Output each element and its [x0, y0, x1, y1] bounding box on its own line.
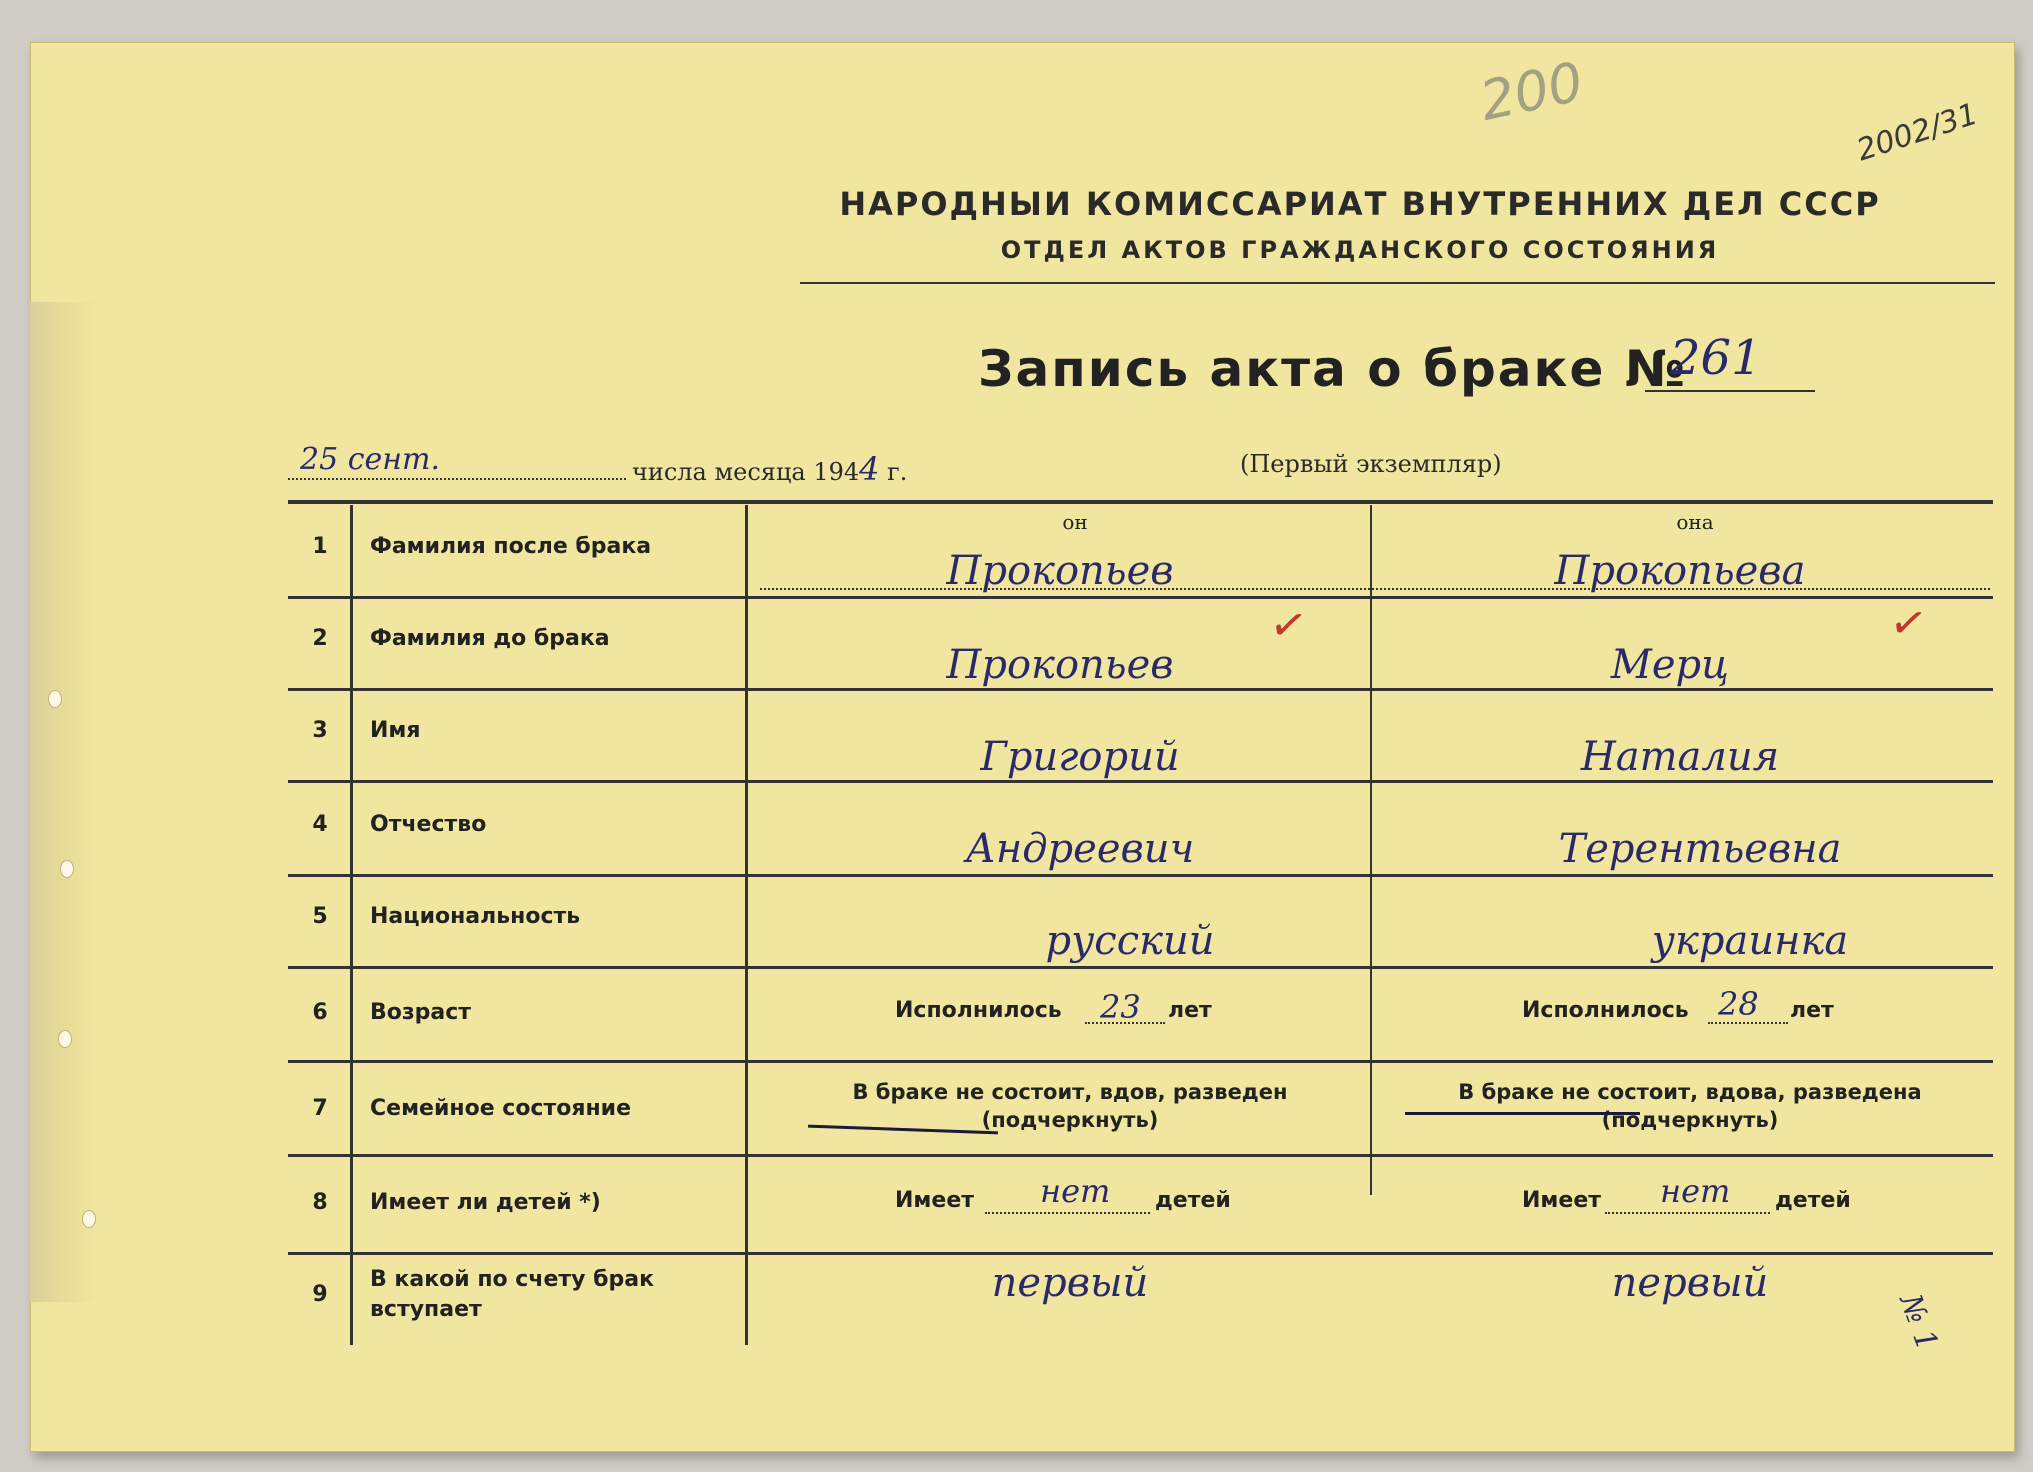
date-label: числа месяца 1944 г. — [632, 450, 908, 488]
department-header: ОТДЕЛ АКТОВ ГРАЖДАНСКОГО СОСТОЯНИЯ — [1000, 236, 1720, 264]
pencil-corner-number: 2002/31 — [1852, 96, 1982, 169]
row-label-surname-before: Фамилия до брака — [370, 626, 610, 651]
row-divider — [288, 1060, 1993, 1063]
he-children-suffix: детей — [1155, 1188, 1231, 1213]
marriage-count-line2: вступает — [370, 1297, 482, 1322]
row-label-first-name: Имя — [370, 718, 421, 743]
row-divider — [288, 966, 1993, 969]
row-label-age: Возраст — [370, 1000, 472, 1025]
he-she-column-divider — [1370, 505, 1372, 1195]
she-patronymic: Терентьевна — [1558, 826, 1842, 872]
row-number: 9 — [312, 1282, 328, 1307]
she-children-suffix: детей — [1775, 1188, 1851, 1213]
red-check-mark-icon: ✓ — [1265, 597, 1312, 654]
row-divider — [288, 1154, 1993, 1157]
binder-hole — [60, 860, 74, 878]
he-patronymic: Андреевич — [965, 826, 1195, 872]
he-children-dotted — [985, 1212, 1150, 1214]
date-dotted-line — [288, 478, 626, 480]
row-label-patronymic: Отчество — [370, 812, 487, 837]
row-label-marital-status: Семейное состояние — [370, 1096, 632, 1121]
she-surname-after: Прокопьева — [1554, 548, 1806, 594]
row-number: 7 — [312, 1096, 328, 1121]
number-column-divider — [350, 505, 353, 1345]
he-children-prefix: Имеет — [895, 1188, 974, 1213]
torn-edge — [30, 302, 100, 1302]
pencil-archive-number: 200 — [1474, 49, 1589, 134]
she-age-prefix: Исполнилось — [1522, 998, 1689, 1023]
record-number-line — [1645, 390, 1815, 392]
row-number: 5 — [312, 904, 328, 929]
he-marriage-count: первый — [991, 1260, 1149, 1306]
binder-hole — [58, 1030, 72, 1048]
copy-note: (Первый экземпляр) — [1240, 450, 1502, 478]
he-age-prefix: Исполнилось — [895, 998, 1062, 1023]
she-marital-options — [1400, 1078, 1980, 1134]
row-number: 2 — [312, 626, 328, 651]
header-divider — [800, 282, 1995, 284]
he-age-value: 23 — [1100, 988, 1141, 1026]
she-marital-line2: (подчеркнуть) — [1601, 1108, 1779, 1132]
she-nationality: украинка — [1651, 918, 1849, 964]
table-top-border — [288, 500, 1993, 504]
he-children-value: нет — [1040, 1172, 1111, 1210]
row-divider — [288, 596, 1993, 599]
row-divider — [288, 780, 1993, 783]
red-check-mark-icon: ✓ — [1885, 595, 1932, 652]
row-number: 3 — [312, 718, 328, 743]
column-header-he: он — [1062, 510, 1088, 534]
corner-note: № 1 — [1892, 1289, 1945, 1356]
she-surname-before: Мерц — [1610, 642, 1730, 688]
column-header-she: она — [1676, 510, 1714, 534]
she-marriage-count: первый — [1611, 1260, 1769, 1306]
date-handwritten: 25 сент. — [300, 442, 441, 477]
marriage-count-line1: В какой по счету брак — [370, 1267, 655, 1292]
row-dotted-line — [760, 588, 1990, 590]
he-marital-options — [800, 1078, 1340, 1134]
she-age-value: 28 — [1718, 985, 1759, 1023]
she-marital-line1: В браке не состоит, вдова, разведена — [1458, 1080, 1922, 1104]
row-divider — [288, 1252, 1993, 1255]
row-label-surname-after: Фамилия после брака — [370, 534, 652, 559]
he-first-name: Григорий — [980, 734, 1180, 780]
binder-hole — [48, 690, 62, 708]
row-label-marriage-count — [370, 1265, 730, 1325]
he-marital-line1: В браке не состоит, вдов, разведен — [852, 1080, 1288, 1104]
he-surname-after: Прокопьев — [946, 548, 1174, 594]
row-label-nationality: Национальность — [370, 904, 581, 929]
he-marital-line2: (подчеркнуть) — [981, 1108, 1159, 1132]
row-number: 4 — [312, 812, 328, 837]
she-age-suffix: лет — [1790, 998, 1834, 1023]
row-divider — [288, 688, 1993, 691]
row-label-children: Имеет ли детей *) — [370, 1190, 601, 1215]
year-digit-handwritten: 4 — [859, 450, 880, 488]
he-age-dotted — [1085, 1022, 1165, 1024]
he-surname-before: Прокопьев — [946, 642, 1174, 688]
she-first-name: Наталия — [1580, 734, 1780, 780]
record-number: 261 — [1670, 330, 1762, 386]
record-title: Запись акта о браке № — [978, 340, 1687, 398]
she-marital-underline — [1405, 1112, 1640, 1115]
he-nationality: русский — [1045, 918, 1215, 964]
she-children-dotted — [1605, 1212, 1770, 1214]
ministry-header: НАРОДНЫИ КОМИССАРИАТ ВНУТРЕННИХ ДЕЛ СССР — [839, 185, 1881, 223]
binder-hole — [82, 1210, 96, 1228]
row-number: 1 — [312, 534, 328, 559]
row-number: 8 — [312, 1190, 328, 1215]
she-age-dotted — [1708, 1022, 1788, 1024]
she-children-prefix: Имеет — [1522, 1188, 1601, 1213]
he-age-suffix: лет — [1168, 998, 1212, 1023]
row-number: 6 — [312, 1000, 328, 1025]
label-column-divider — [745, 505, 748, 1345]
row-divider — [288, 874, 1993, 877]
she-children-value: нет — [1660, 1172, 1731, 1210]
